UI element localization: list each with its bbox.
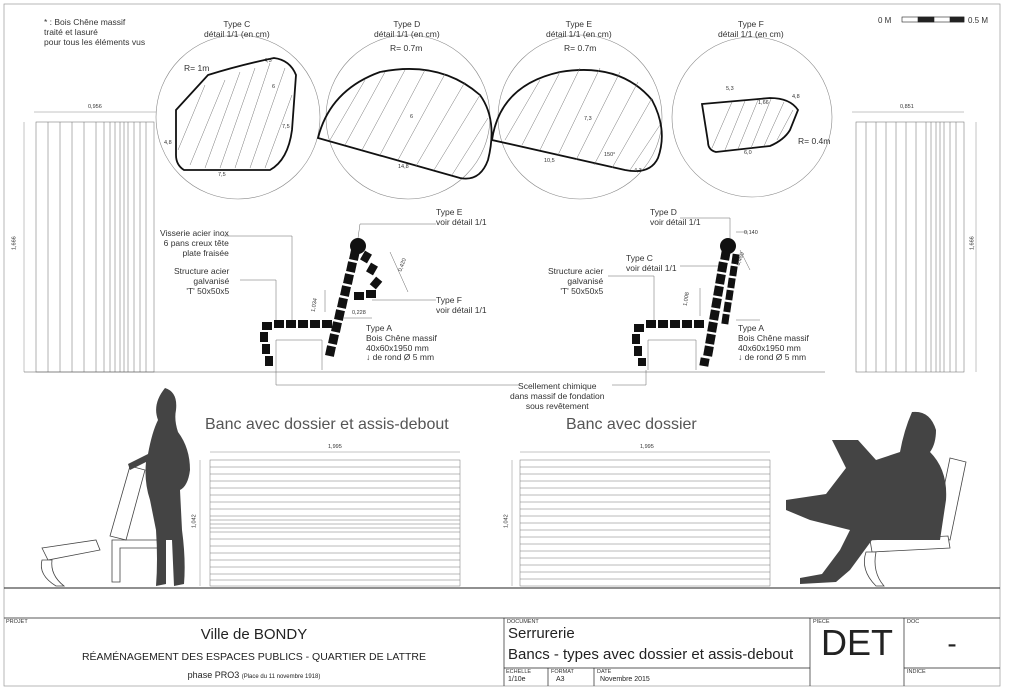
dim-c-4: 7,5 bbox=[282, 124, 290, 130]
tb-document-label: DOCUMENT bbox=[507, 619, 539, 625]
elev-right-height: 1,666 bbox=[969, 236, 976, 251]
dim-sr-1: 0,140 bbox=[744, 230, 758, 236]
tb-piece: DET bbox=[821, 622, 893, 663]
callout-visserie: Visserie acier inox 6 pans creux tête plate fraisée bbox=[160, 228, 229, 258]
bench-left-height: 1,042 bbox=[191, 514, 198, 529]
scale-bar-left: 0 M bbox=[878, 16, 892, 25]
section-left bbox=[260, 238, 382, 366]
detail-type-e bbox=[492, 35, 662, 199]
tb-doc-line2: Bancs - types avec dossier et assis-debout bbox=[508, 646, 794, 663]
bench-title-right: Banc avec dossier bbox=[566, 416, 697, 433]
dim-sr-3: 1,008 bbox=[682, 291, 691, 307]
detail-type-c bbox=[156, 35, 320, 199]
tb-echelle: 1/10e bbox=[508, 676, 526, 683]
tb-projet-label: PROJET bbox=[6, 619, 28, 625]
dim-sl-3: 0,228 bbox=[352, 310, 366, 316]
elev-left-width: 0,956 bbox=[88, 104, 102, 110]
note-line: pour tous les éléments vus bbox=[44, 36, 146, 47]
dim-f-2: 4,8 bbox=[792, 94, 800, 100]
callout-structure-left: Structure acier galvanisé 'T' 50x50x5 bbox=[174, 266, 230, 296]
tb-doc: - bbox=[947, 628, 957, 659]
detail-f-title: Type F détail 1/1 (en cm) bbox=[718, 19, 784, 39]
bench-title-left: Banc avec dossier et assis-debout bbox=[205, 416, 449, 433]
elev-right-width: 0,851 bbox=[900, 104, 914, 110]
tb-phase: phase PRO3 (Place du 11 novembre 1918) bbox=[187, 670, 321, 680]
tb-indice-label: INDICE bbox=[907, 669, 926, 675]
dim-e-1: 10,5 bbox=[544, 158, 555, 164]
callout-structure-right: Structure acier galvanisé 'T' 50x50x5 bbox=[548, 266, 604, 296]
detail-type-d bbox=[318, 35, 492, 199]
note-line: traité et lasuré bbox=[44, 26, 98, 37]
callout-type-d: Type D voir détail 1/1 bbox=[650, 207, 701, 227]
detail-f-radius: R= 0.4m bbox=[798, 136, 831, 146]
bench-front-left bbox=[200, 452, 460, 586]
dim-e-3: 7,3 bbox=[584, 116, 592, 122]
tb-client: Ville de BONDY bbox=[200, 626, 308, 643]
tb-doc-line1: Serrurerie bbox=[508, 625, 575, 642]
sheet-frame bbox=[4, 4, 1000, 686]
dim-c-2: 6 bbox=[272, 84, 276, 90]
detail-e-radius: R= 0.7m bbox=[564, 43, 597, 53]
elevation-left bbox=[24, 112, 156, 372]
dim-c-5: 4,8 bbox=[164, 140, 172, 146]
tb-project: RÉAMÉNAGEMENT DES ESPACES PUBLICS - QUARTIER DE LATTRE bbox=[81, 651, 427, 663]
callout-type-a-left: Type A Bois Chêne massif 40x60x1950 mm ↓ de rond Ø 5 mm bbox=[366, 323, 437, 363]
callout-type-c: Type C voir détail 1/1 bbox=[626, 253, 677, 273]
dim-f-3: 6,0 bbox=[744, 150, 752, 156]
detail-c-radius: R= 1m bbox=[184, 63, 210, 73]
detail-c-title: Type C détail 1/1 (en cm) bbox=[204, 19, 270, 39]
callout-scellement: Scellement chimique dans massif de fondation sous revêtement bbox=[510, 381, 605, 411]
tb-doc-label: DOC bbox=[907, 619, 920, 625]
callout-type-a-right: Type A Bois Chêne massif 40x60x1950 mm ↓ de rond Ø 5 mm bbox=[738, 323, 809, 363]
elevation-right bbox=[852, 112, 976, 372]
callout-type-e: Type E voir détail 1/1 bbox=[436, 207, 487, 227]
bench-left-width: 1,995 bbox=[328, 444, 342, 450]
callout-type-f: Type F voir détail 1/1 bbox=[436, 295, 487, 315]
elev-left-height: 1,666 bbox=[11, 236, 18, 251]
dim-f-1: 5,3 bbox=[726, 86, 734, 92]
tb-date: Novembre 2015 bbox=[600, 676, 650, 683]
dim-c-3: 7,5 bbox=[218, 172, 226, 178]
dim-c-1: 4,5 bbox=[264, 58, 272, 64]
dim-d-1: 14,8 bbox=[398, 164, 409, 170]
tb-echelle-label: ECHELLE bbox=[506, 669, 532, 675]
dim-sl-1: 0,420 bbox=[397, 257, 408, 273]
bench-side-left bbox=[41, 466, 160, 586]
bench-right-height: 1,042 bbox=[503, 514, 510, 529]
dim-d-2: 6 bbox=[410, 114, 414, 120]
bench-right-width: 1,995 bbox=[640, 444, 654, 450]
tb-piece-label: PIECE bbox=[813, 619, 830, 625]
dim-sr-2: 0,450 bbox=[735, 251, 746, 267]
scale-bar-right: 0.5 M bbox=[968, 16, 989, 25]
detail-d-radius: R= 0.7m bbox=[390, 43, 423, 53]
detail-type-f bbox=[672, 37, 832, 197]
dim-e-2: 4,3 bbox=[634, 168, 642, 174]
wood-note bbox=[44, 18, 145, 47]
tb-format: A3 bbox=[556, 676, 565, 683]
tb-date-label: DATE bbox=[597, 669, 612, 675]
note-line: * : Bois Chêne massif bbox=[44, 17, 126, 27]
tb-format-label: FORMAT bbox=[551, 669, 574, 675]
dim-sl-2: 1,034 bbox=[310, 297, 319, 313]
scale-bar-graphic bbox=[902, 17, 964, 22]
detail-d-title: Type D détail 1/1 (en cm) bbox=[374, 19, 440, 39]
dim-e-4: 150° bbox=[604, 152, 616, 158]
detail-e-title: Type E détail 1/1 (en cm) bbox=[546, 19, 612, 39]
dim-f-4: 1,66 bbox=[758, 100, 769, 106]
bench-front-right bbox=[512, 452, 770, 586]
